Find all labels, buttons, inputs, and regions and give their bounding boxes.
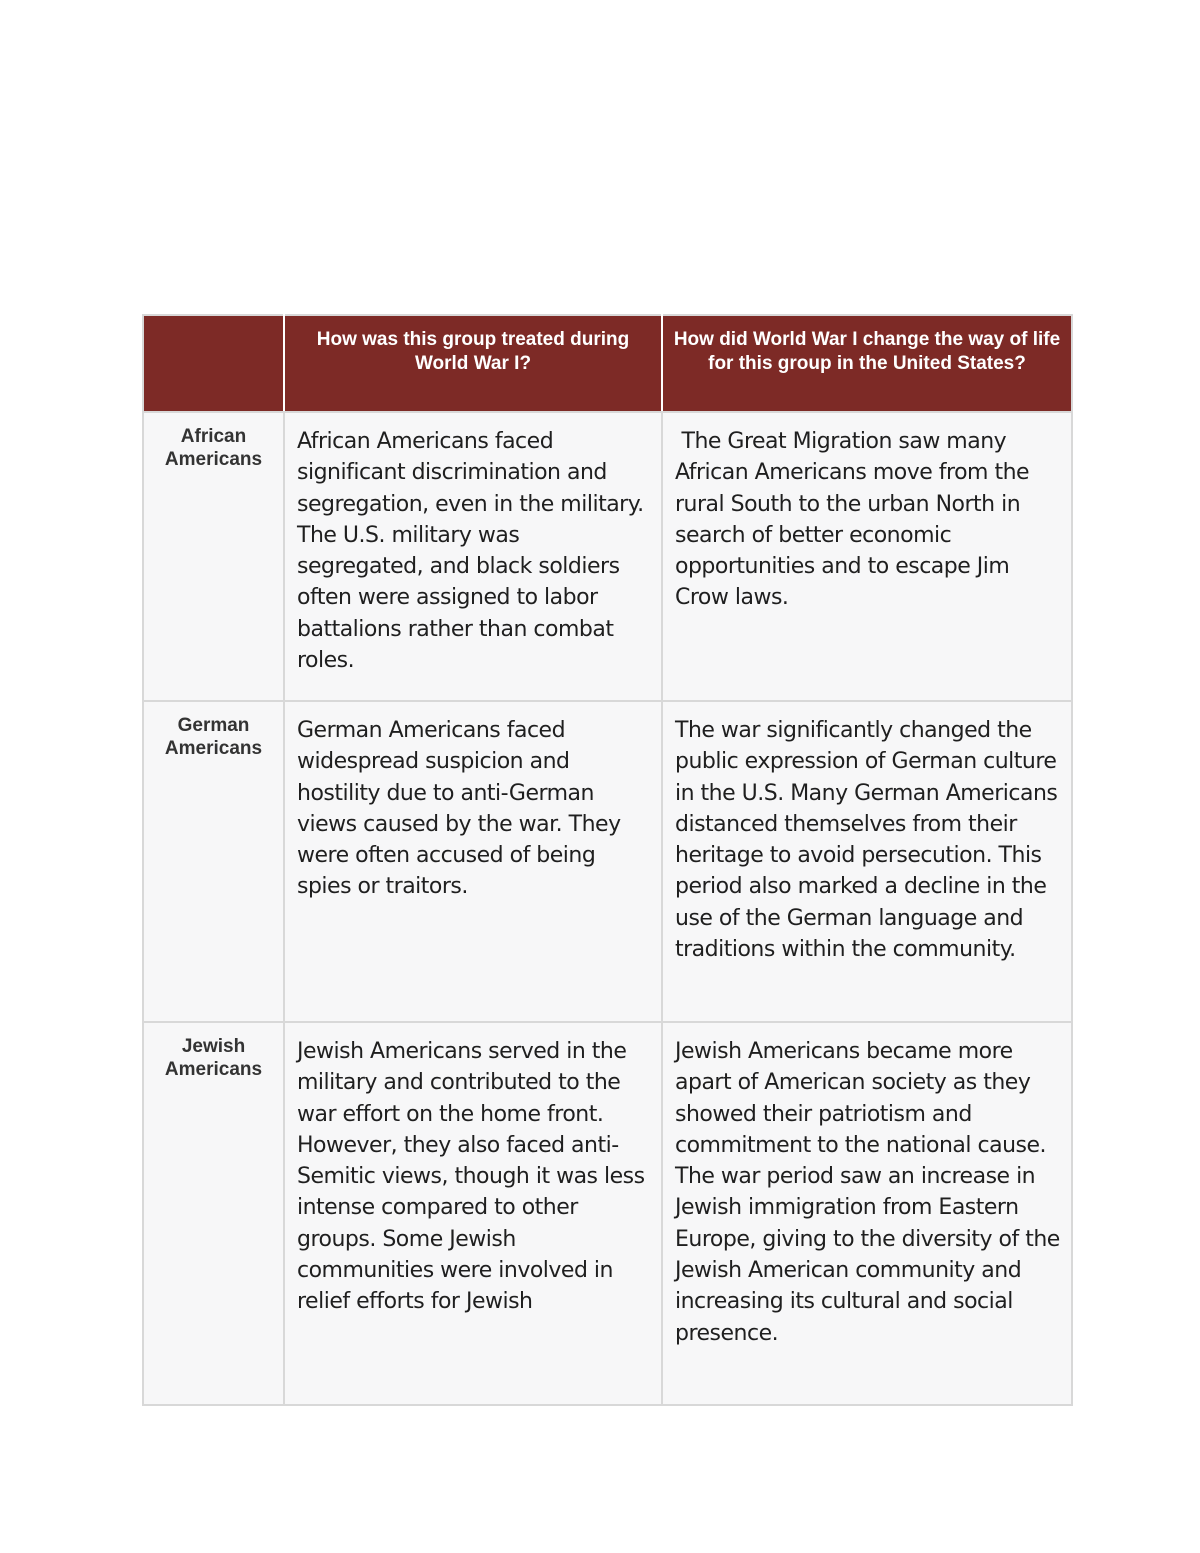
group-label: Jewish Americans <box>143 1022 284 1405</box>
header-cell-change: How did World War I change the way of life for this group in the United States? <box>662 315 1072 412</box>
table-row <box>143 701 1072 1022</box>
header-row <box>143 315 1072 412</box>
change-cell: The war significantly changed the public expression of German culture in the U.S. Many German Americans distanced themselves from their heritage to avoid persecution. This period also marked a decline in the use of the German language and traditions within the community. <box>662 701 1072 1022</box>
table-header <box>143 315 1072 412</box>
comparison-table <box>142 314 1073 1406</box>
group-label: German Americans <box>143 701 284 1022</box>
treated-cell: German Americans faced widespread suspicion and hostility due to anti-German views caused by the war. They were often accused of being spies or traitors. <box>284 701 662 1022</box>
group-label: African Americans <box>143 412 284 701</box>
treated-cell: Jewish Americans served in the military and contributed to the war effort on the home front. However, they also faced anti-Semitic views, though it was less intense compared to other groups. Some Jewish communities were involved in relief efforts for Jewish <box>284 1022 662 1405</box>
table-body <box>143 412 1072 1405</box>
header-cell-group <box>143 315 284 412</box>
change-cell: Jewish Americans became more apart of American society as they showed their patriotism and commitment to the national cause. The war period saw an increase in Jewish immigration from Eastern Europe, giving to the diversity of the Jewish American community and increasing its cultural and social presence. <box>662 1022 1072 1405</box>
table-row <box>143 412 1072 701</box>
change-cell: The Great Migration saw many African Americans move from the rural South to the urban North in search of better economic opportunities and to escape Jim Crow laws. <box>662 412 1072 701</box>
header-cell-treated: How was this group treated during World War I? <box>284 315 662 412</box>
table-row <box>143 1022 1072 1405</box>
treated-cell: African Americans faced significant discrimination and segregation, even in the military. The U.S. military was segregated, and black soldiers often were assigned to labor battalions rather than combat roles. <box>284 412 662 701</box>
